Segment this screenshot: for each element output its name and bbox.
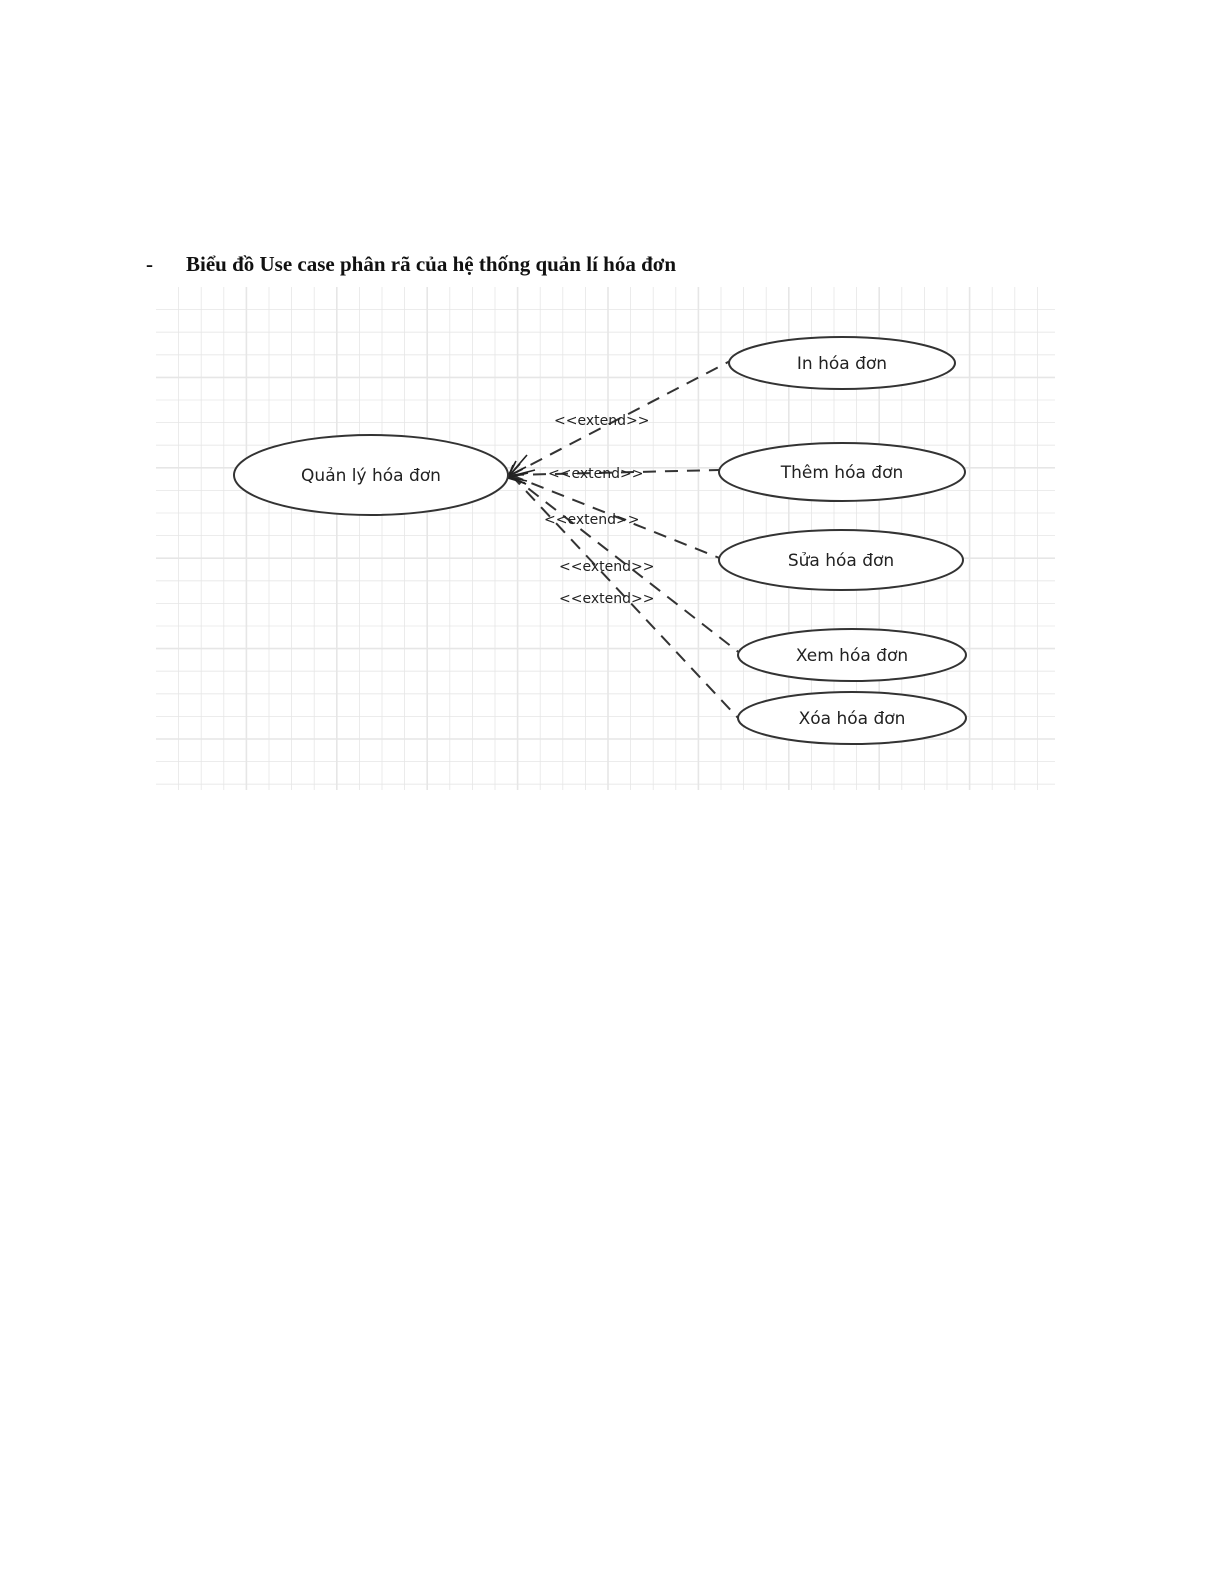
use-case-sua-label: Sửa hóa đơn xyxy=(787,551,895,571)
use-case-them-label: Thêm hóa đơn xyxy=(780,463,904,483)
extend-label-them: <<extend>> xyxy=(548,466,644,482)
use-case-xem xyxy=(738,629,966,681)
use-case-in xyxy=(729,337,955,389)
heading-bullet: - xyxy=(146,252,153,276)
extend-label-xoa: <<extend>> xyxy=(559,591,655,607)
use-case-them xyxy=(719,443,965,501)
use-case-main xyxy=(234,435,508,515)
extend-label-sua: <<extend>> xyxy=(544,512,640,528)
use-case-main-label: Quản lý hóa đơn xyxy=(301,466,441,486)
heading-text: Biểu đồ Use case phân rã của hệ thống quản lí hóa đơn xyxy=(186,252,677,276)
extend-arrowheads xyxy=(507,455,535,484)
extend-label-in: <<extend>> xyxy=(554,413,650,429)
use-case-xoa-label: Xóa hóa đơn xyxy=(798,709,906,729)
diagram-canvas xyxy=(156,287,1055,790)
extend-label-xem: <<extend>> xyxy=(559,559,655,575)
section-heading xyxy=(146,252,676,277)
use-case-xem-label: Xem hóa đơn xyxy=(795,646,909,666)
use-case-sua xyxy=(719,530,963,590)
use-case-diagram xyxy=(156,287,1055,790)
use-case-xoa xyxy=(738,692,966,744)
use-case-in-label: In hóa đơn xyxy=(796,354,888,374)
